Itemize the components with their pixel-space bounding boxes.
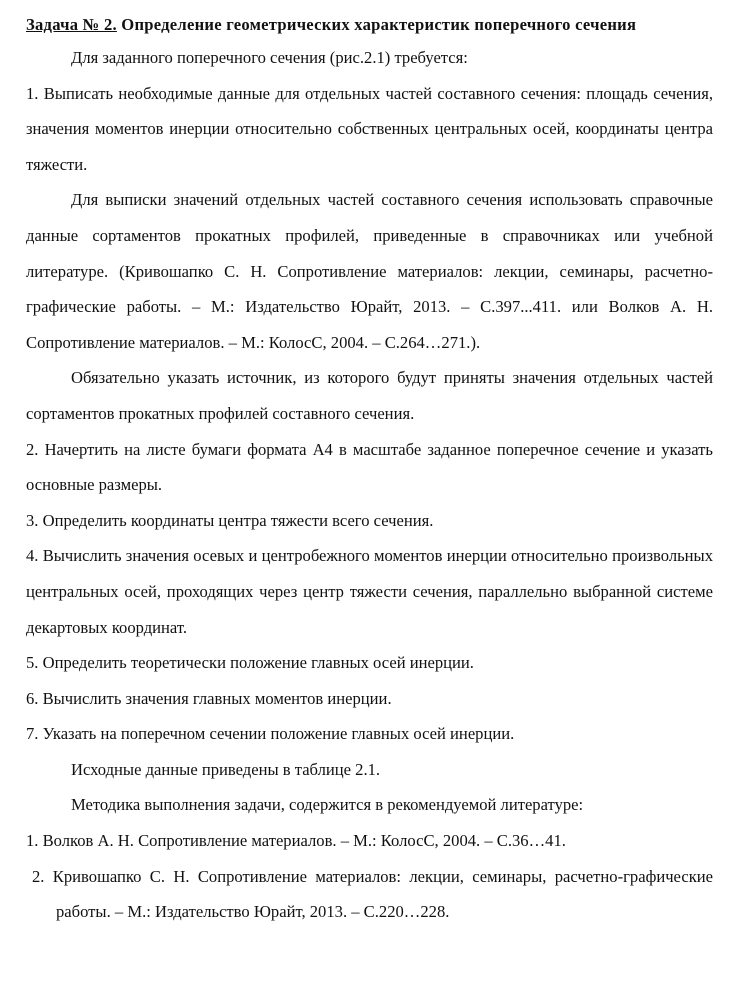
task-number-label: Задача № 2.	[26, 15, 117, 34]
list-item-3: 3. Определить координаты центра тяжести всего сечения.	[26, 510, 434, 530]
list-item-6: 6. Вычислить значения главных моментов инерции.	[26, 688, 392, 708]
source-data-paragraph: Исходные данные приведены в таблице 2.1.	[71, 759, 381, 779]
task-title: Определение геометрических характеристик поперечного сечения	[116, 15, 637, 34]
list-item-5: 5. Определить теоретически положение главных осей инерции.	[26, 653, 474, 673]
task-heading	[26, 12, 713, 38]
method-intro-paragraph: Методика выполнения задачи, содержится в рекомендуемой литературе:	[71, 795, 584, 815]
list-item-1: 1. Выписать необходимые данные для отдельных частей составного сечения: площадь сечения, значения моментов инерции относительно собственных центральных осей, координаты центра тяжести.	[26, 83, 713, 174]
sources-paragraph: Для выписки значений отдельных частей составного сечения использовать справочные данные сортаментов прокатных профилей, приведенные в справочниках или учебной литературе. (Кривошапко С. Н. Сопротивление материалов: лекции, семинары, расчетно-графические работы. – М.: Издательство Юрайт, 2013. – С.397...411. или Волков А. Н. Сопротивление материалов. – М.: КолосС, 2004. – С.264…271.).	[26, 190, 713, 352]
intro-paragraph: Для заданного поперечного сечения (рис.2.1) требуется:	[71, 48, 468, 67]
list-item-2: 2. Начертить на листе бумаги формата А4 в масштабе заданное поперечное сечение и указать основные размеры.	[26, 439, 713, 495]
reference-2: 2. Кривошапко С. Н. Сопротивление материалов: лекции, семинары, расчетно-графические работы. – М.: Издательство Юрайт, 2013. – С.220…228.	[32, 866, 713, 922]
required-source-paragraph: Обязательно указать источник, из которого будут приняты значения отдельных частей сортаментов прокатных профилей составного сечения.	[26, 368, 713, 423]
reference-1: 1. Волков А. Н. Сопротивление материалов. – М.: КолосС, 2004. – С.36…41.	[26, 831, 566, 851]
list-item-7: 7. Указать на поперечном сечении положение главных осей инерции.	[26, 724, 515, 744]
list-item-4: 4. Вычислить значения осевых и центробежного моментов инерции относительно произвольных центральных осей, проходящих через центр тяжести сечения, параллельно выбранной системе декартовых координат.	[26, 546, 713, 637]
